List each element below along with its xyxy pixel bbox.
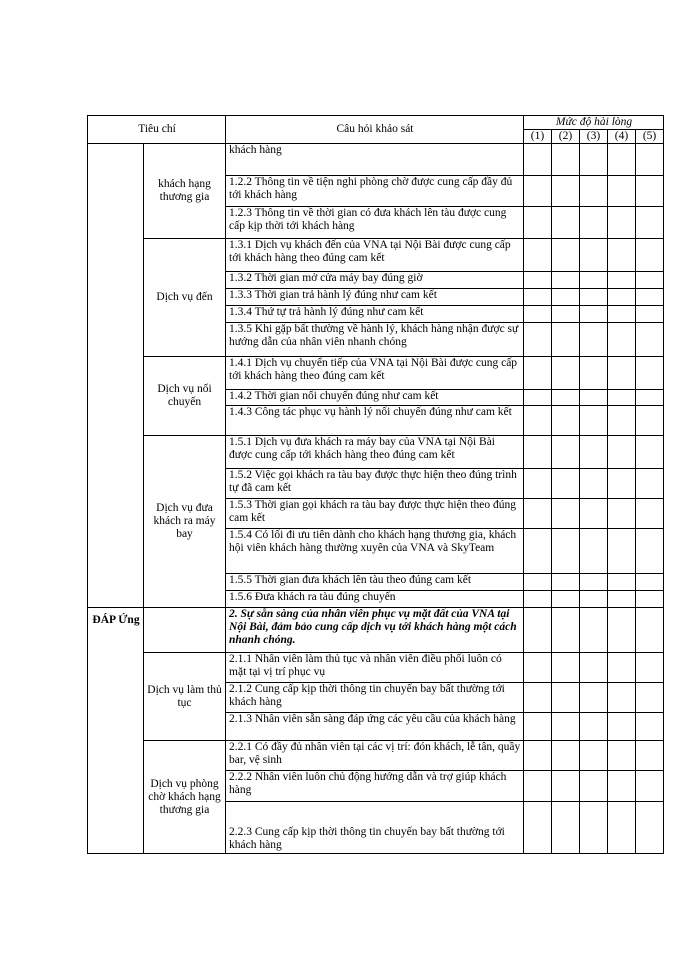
- score-cell[interactable]: [580, 436, 608, 469]
- score-cell[interactable]: [580, 574, 608, 591]
- survey-table: [87, 115, 664, 854]
- score-cell[interactable]: [524, 469, 552, 499]
- table-row: [88, 144, 664, 176]
- level-3: (3): [580, 130, 608, 144]
- score-cell[interactable]: [524, 390, 552, 406]
- score-cell[interactable]: [552, 741, 580, 771]
- score-cell[interactable]: [636, 406, 664, 436]
- score-cell[interactable]: [608, 289, 636, 306]
- score-cell[interactable]: [580, 144, 608, 176]
- score-cell[interactable]: [552, 683, 580, 713]
- table-row: [88, 239, 664, 272]
- score-cell[interactable]: [524, 683, 552, 713]
- score-cell[interactable]: [552, 207, 580, 239]
- category-transfer: Dịch vụ nối chuyến: [144, 357, 226, 436]
- score-cell[interactable]: [636, 357, 664, 390]
- score-cell[interactable]: [552, 406, 580, 436]
- score-cell[interactable]: [552, 272, 580, 289]
- score-cell[interactable]: [580, 713, 608, 741]
- score-cell[interactable]: [580, 390, 608, 406]
- group-cell-empty: [88, 144, 144, 608]
- score-cell[interactable]: [636, 713, 664, 741]
- score-cell[interactable]: [636, 653, 664, 683]
- score-cell[interactable]: [552, 653, 580, 683]
- score-cell[interactable]: [636, 574, 664, 591]
- score-cell[interactable]: [580, 653, 608, 683]
- score-cell[interactable]: [608, 741, 636, 771]
- question-cell: 1.3.3 Thời gian trả hành lý đúng như cam kết: [226, 289, 524, 306]
- score-cell[interactable]: [608, 436, 636, 469]
- score-cell[interactable]: [636, 469, 664, 499]
- score-cell[interactable]: [636, 176, 664, 207]
- question-cell: 2.2.1 Có đầy đủ nhân viên tại các vị trí: đón khách, lễ tân, quầy bar, vệ sinh: [226, 741, 524, 771]
- score-cell[interactable]: [580, 771, 608, 802]
- table-row: [88, 741, 664, 771]
- score-cell[interactable]: [580, 529, 608, 574]
- score-cell[interactable]: [608, 272, 636, 289]
- score-cell[interactable]: [608, 608, 636, 653]
- question-cell: 1.5.4 Có lối đi ưu tiên dành cho khách hạng thương gia, khách hội viên khách hàng thường xuyên của VNA và SkyTeam: [226, 529, 524, 574]
- score-cell[interactable]: [636, 741, 664, 771]
- score-cell[interactable]: [524, 272, 552, 289]
- score-cell[interactable]: [636, 239, 664, 272]
- score-cell[interactable]: [524, 406, 552, 436]
- category-boarding: Dịch vụ đưa khách ra máy bay: [144, 436, 226, 608]
- score-cell[interactable]: [636, 272, 664, 289]
- question-cell: 1.2.3 Thông tin về thời gian có đưa khách lên tàu được cung cấp kịp thời tới khách hàng: [226, 207, 524, 239]
- score-cell[interactable]: [524, 713, 552, 741]
- score-cell[interactable]: [636, 499, 664, 529]
- score-cell[interactable]: [580, 323, 608, 357]
- score-cell[interactable]: [608, 323, 636, 357]
- score-cell[interactable]: [608, 529, 636, 574]
- score-cell[interactable]: [580, 406, 608, 436]
- score-cell[interactable]: [524, 771, 552, 802]
- table-row: [88, 653, 664, 683]
- question-cell: 1.3.4 Thứ tự trả hành lý đúng như cam kết: [226, 306, 524, 323]
- score-cell[interactable]: [524, 323, 552, 357]
- score-cell[interactable]: [636, 306, 664, 323]
- question-cell: 2.2.2 Nhân viên luôn chủ động hướng dẫn và trợ giúp khách hàng: [226, 771, 524, 802]
- category-arrival: Dịch vụ đến: [144, 239, 226, 357]
- question-cell: 1.5.1 Dịch vụ đưa khách ra máy bay của VNA tại Nội Bài được cung cấp tới khách hàng theo đúng cam kết: [226, 436, 524, 469]
- score-cell[interactable]: [524, 357, 552, 390]
- level-4: (4): [608, 130, 636, 144]
- score-cell[interactable]: [552, 499, 580, 529]
- score-cell[interactable]: [580, 802, 608, 854]
- header-row: [88, 116, 664, 130]
- score-cell[interactable]: [608, 771, 636, 802]
- table-row: [88, 436, 664, 469]
- question-cell: 1.3.2 Thời gian mở cửa máy bay đúng giờ: [226, 272, 524, 289]
- category-empty: [144, 608, 226, 653]
- category-checkin: Dịch vụ làm thủ tục: [144, 653, 226, 741]
- score-cell[interactable]: [552, 529, 580, 574]
- category-lounge: Dịch vụ phòng chờ khách hạng thương gia: [144, 741, 226, 854]
- score-cell[interactable]: [524, 239, 552, 272]
- score-cell[interactable]: [580, 469, 608, 499]
- score-cell[interactable]: [552, 357, 580, 390]
- score-cell[interactable]: [636, 436, 664, 469]
- score-cell[interactable]: [636, 529, 664, 574]
- score-cell[interactable]: [552, 469, 580, 499]
- table-row: [88, 608, 664, 653]
- score-cell[interactable]: [580, 239, 608, 272]
- question-cell: 1.5.6 Đưa khách ra tàu đúng chuyến: [226, 591, 524, 608]
- score-cell[interactable]: [552, 306, 580, 323]
- score-cell[interactable]: [636, 771, 664, 802]
- question-cell: 1.3.5 Khi gặp bất thường về hành lý, khách hàng nhận được sự hướng dẫn của nhân viên nhanh chóng: [226, 323, 524, 357]
- score-cell[interactable]: [580, 176, 608, 207]
- score-cell[interactable]: [636, 390, 664, 406]
- score-cell[interactable]: [552, 591, 580, 608]
- score-cell[interactable]: [552, 802, 580, 854]
- score-cell[interactable]: [580, 591, 608, 608]
- score-cell[interactable]: [552, 390, 580, 406]
- level-2: (2): [552, 130, 580, 144]
- score-cell[interactable]: [524, 741, 552, 771]
- question-cell: 2.1.3 Nhân viên sẵn sàng đáp ứng các yêu cầu của khách hàng: [226, 713, 524, 741]
- score-cell[interactable]: [580, 608, 608, 653]
- score-cell[interactable]: [524, 653, 552, 683]
- score-cell[interactable]: [524, 306, 552, 323]
- score-cell[interactable]: [580, 741, 608, 771]
- score-cell[interactable]: [636, 591, 664, 608]
- score-cell[interactable]: [580, 499, 608, 529]
- score-cell[interactable]: [608, 239, 636, 272]
- score-cell[interactable]: [524, 802, 552, 854]
- score-cell[interactable]: [608, 802, 636, 854]
- score-cell[interactable]: [524, 207, 552, 239]
- score-cell[interactable]: [608, 713, 636, 741]
- header-criteria: Tiêu chí: [88, 116, 226, 144]
- score-cell[interactable]: [524, 176, 552, 207]
- score-cell[interactable]: [524, 436, 552, 469]
- score-cell[interactable]: [636, 323, 664, 357]
- score-cell[interactable]: [580, 306, 608, 323]
- score-cell[interactable]: [636, 683, 664, 713]
- score-cell[interactable]: [608, 574, 636, 591]
- score-cell[interactable]: [524, 591, 552, 608]
- question-cell-heading: 2. Sự sẵn sàng của nhân viên phục vụ mặt đất của VNA tại Nội Bài, đảm bảo cung cấp dịch vụ tới khách hàng một cách nhanh chóng.: [226, 608, 524, 653]
- question-cell: 2.1.2 Cung cấp kịp thời thông tin chuyến bay bất thường tới khách hàng: [226, 683, 524, 713]
- score-cell[interactable]: [608, 469, 636, 499]
- score-cell[interactable]: [524, 529, 552, 574]
- header-question: Câu hỏi khảo sát: [226, 116, 524, 144]
- score-cell[interactable]: [552, 574, 580, 591]
- score-cell[interactable]: [636, 289, 664, 306]
- question-cell: 1.5.3 Thời gian gọi khách ra tàu bay được thực hiện theo đúng cam kết: [226, 499, 524, 529]
- score-cell[interactable]: [580, 272, 608, 289]
- score-cell[interactable]: [524, 499, 552, 529]
- score-cell[interactable]: [552, 144, 580, 176]
- question-cell: 1.2.2 Thông tin về tiện nghi phòng chờ được cung cấp đầy đủ tới khách hàng: [226, 176, 524, 207]
- score-cell[interactable]: [608, 207, 636, 239]
- score-cell[interactable]: [608, 306, 636, 323]
- score-cell[interactable]: [608, 357, 636, 390]
- score-cell[interactable]: [608, 144, 636, 176]
- question-cell: 1.5.5 Thời gian đưa khách lên tàu theo đúng cam kết: [226, 574, 524, 591]
- score-cell[interactable]: [552, 771, 580, 802]
- question-cell: khách hàng: [226, 144, 524, 176]
- score-cell[interactable]: [524, 289, 552, 306]
- score-cell[interactable]: [608, 176, 636, 207]
- score-cell[interactable]: [580, 207, 608, 239]
- question-cell: 2.1.1 Nhân viên làm thủ tục và nhân viên điều phối luôn có mặt tại vị trí phục vụ: [226, 653, 524, 683]
- score-cell[interactable]: [636, 207, 664, 239]
- question-cell: 2.2.3 Cung cấp kịp thời thông tin chuyến bay bất thường tới khách hàng: [226, 802, 524, 854]
- score-cell[interactable]: [580, 357, 608, 390]
- score-cell[interactable]: [524, 144, 552, 176]
- score-cell[interactable]: [636, 802, 664, 854]
- level-1: (1): [524, 130, 552, 144]
- group-label-responsiveness: ĐÁP Ứng: [88, 608, 144, 854]
- score-cell[interactable]: [636, 144, 664, 176]
- score-cell[interactable]: [580, 683, 608, 713]
- question-cell: 1.3.1 Dịch vụ khách đến của VNA tại Nội Bài được cung cấp tới khách hàng theo đúng cam kết: [226, 239, 524, 272]
- score-cell[interactable]: [524, 608, 552, 653]
- score-cell[interactable]: [636, 608, 664, 653]
- score-cell[interactable]: [608, 406, 636, 436]
- level-5: (5): [636, 130, 664, 144]
- score-cell[interactable]: [524, 574, 552, 591]
- score-cell[interactable]: [552, 289, 580, 306]
- question-cell: 1.5.2 Việc gọi khách ra tàu bay được thực hiện theo đúng trình tự đã cam kết: [226, 469, 524, 499]
- score-cell[interactable]: [552, 713, 580, 741]
- score-cell[interactable]: [552, 239, 580, 272]
- score-cell[interactable]: [608, 591, 636, 608]
- score-cell[interactable]: [552, 608, 580, 653]
- question-cell: 1.4.1 Dịch vụ chuyển tiếp của VNA tại Nội Bài được cung cấp tới khách hàng theo đúng cam kết: [226, 357, 524, 390]
- score-cell[interactable]: [552, 436, 580, 469]
- table-row: [88, 357, 664, 390]
- category-business-lounge: khách hạng thương gia: [144, 144, 226, 239]
- score-cell[interactable]: [608, 499, 636, 529]
- score-cell[interactable]: [608, 390, 636, 406]
- question-cell: 1.4.3 Công tác phục vụ hành lý nối chuyến đúng như cam kết: [226, 406, 524, 436]
- score-cell[interactable]: [552, 176, 580, 207]
- header-satisfaction: Mức độ hài lòng: [524, 116, 664, 130]
- question-cell: 1.4.2 Thời gian nối chuyến đúng như cam kết: [226, 390, 524, 406]
- score-cell[interactable]: [608, 653, 636, 683]
- score-cell[interactable]: [552, 323, 580, 357]
- score-cell[interactable]: [608, 683, 636, 713]
- score-cell[interactable]: [580, 289, 608, 306]
